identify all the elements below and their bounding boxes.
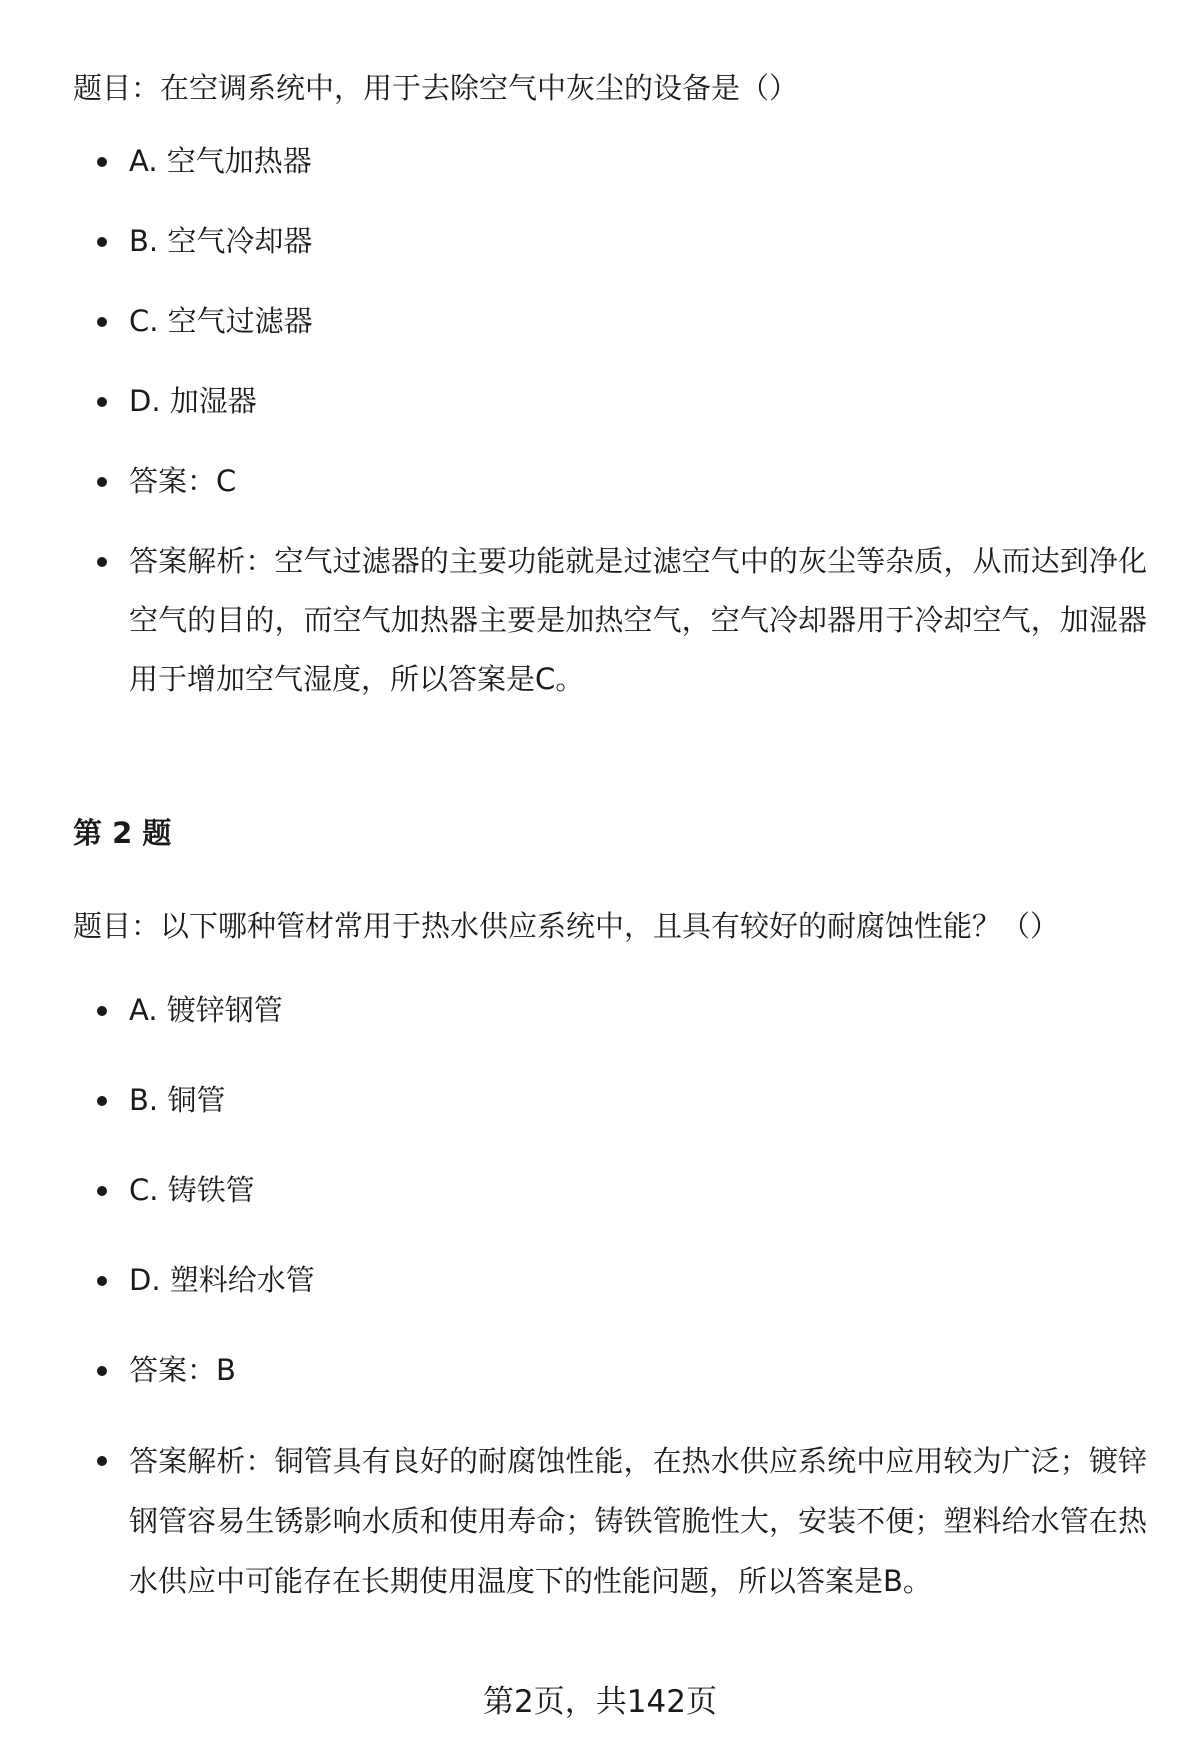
q2-heading: 第 2 题: [73, 816, 172, 850]
option-text: C. 铸铁管: [129, 1173, 255, 1207]
option-text: A. 空气加热器: [129, 144, 312, 178]
analysis-text: 答案解析：铜管具有良好的耐腐蚀性能，在热水供应系统中应用较为广泛；镀锌钢管容易生锈影响水质和使用寿命；铸铁管脆性大，安装不便；塑料给水管在热水供应中可能存在长期使用温度下的性能问题，所以答案是B。: [129, 1444, 1147, 1598]
q1-answer: [97, 461, 1147, 501]
analysis-text: 答案解析：空气过滤器的主要功能就是过滤空气中的灰尘等杂质，从而达到净化空气的目的，而空气加热器主要是加热空气，空气冷却器用于冷却空气，加湿器用于增加空气湿度，所以答案是C。: [129, 544, 1147, 696]
bullet-icon: [97, 1456, 107, 1466]
option-text: B. 铜管: [129, 1083, 226, 1117]
bullet-icon: [97, 557, 107, 567]
bullet-icon: [97, 237, 107, 247]
answer-text: 答案：B: [129, 1353, 236, 1387]
q1-stem: 题目：在空调系统中，用于去除空气中灰尘的设备是（）: [73, 71, 799, 105]
q2-answer: [97, 1350, 1147, 1390]
q1-option-b: [97, 221, 1147, 261]
q2-option-d: [97, 1260, 1147, 1300]
bullet-icon: [97, 317, 107, 327]
bullet-icon: [97, 1006, 107, 1016]
option-text: D. 加湿器: [129, 384, 257, 418]
bullet-icon: [97, 1096, 107, 1106]
q2-option-b: [97, 1080, 1147, 1120]
bullet-icon: [97, 1366, 107, 1376]
option-text: C. 空气过滤器: [129, 304, 313, 338]
q1-option-a: [97, 141, 1147, 181]
option-text: B. 空气冷却器: [129, 224, 313, 258]
bullet-icon: [97, 1186, 107, 1196]
page-number: 第2页，共142页: [483, 1684, 717, 1720]
q2-option-a: [97, 990, 1147, 1030]
bullet-icon: [97, 477, 107, 487]
q2-option-c: [97, 1170, 1147, 1210]
answer-text: 答案：C: [129, 464, 237, 498]
q2-analysis: [97, 1440, 1147, 1611]
q1-analysis: [97, 541, 1147, 709]
q1-option-c: [97, 301, 1147, 341]
q1-option-d: [97, 381, 1147, 421]
bullet-icon: [97, 397, 107, 407]
bullet-icon: [97, 1276, 107, 1286]
q2-stem: 题目：以下哪种管材常用于热水供应系统中，且具有较好的耐腐蚀性能？（）: [73, 909, 1060, 943]
option-text: D. 塑料给水管: [129, 1263, 315, 1297]
option-text: A. 镀锌钢管: [129, 993, 283, 1027]
bullet-icon: [97, 157, 107, 167]
